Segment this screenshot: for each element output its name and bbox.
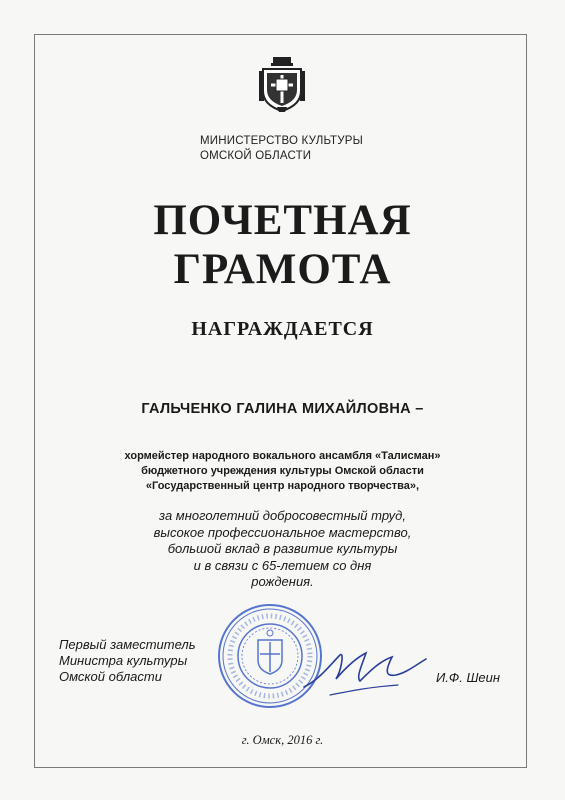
position-line: «Государственный центр народного творчества», bbox=[145, 480, 420, 492]
award-reason bbox=[100, 508, 465, 591]
reason-line: большой вклад в развитие культуры bbox=[167, 541, 398, 556]
reason-line: за многолетний добросовестный труд, bbox=[159, 508, 406, 523]
signer-name: И.Ф. Шеин bbox=[436, 670, 501, 685]
place-and-date: г. Омск, 2016 г. bbox=[241, 733, 324, 747]
handwritten-signature bbox=[300, 635, 430, 705]
certificate-title: ПОЧЕТНАЯ bbox=[153, 197, 412, 244]
ministry-line: МИНИСТЕРСТВО КУЛЬТУРЫ bbox=[200, 135, 364, 147]
signer-title-line: Омской области bbox=[59, 669, 162, 684]
position-line: хормейстер народного вокального ансамбля «Талисман» bbox=[124, 450, 441, 462]
ministry-name bbox=[200, 134, 400, 164]
recipient-name: ГАЛЬЧЕНКО ГАЛИНА МИХАЙЛОВНА – bbox=[141, 401, 424, 417]
reason-line: высокое профессиональное мастерство, bbox=[153, 524, 412, 540]
signer-title-line: Министра культуры bbox=[59, 653, 188, 668]
awarded-heading: НАГРАЖДАЕТСЯ bbox=[191, 318, 374, 340]
certificate-title: ГРАМОТА bbox=[173, 246, 392, 293]
position-line: бюджетного учреждения культуры Омской области bbox=[141, 465, 424, 477]
coat-of-arms-icon bbox=[259, 55, 305, 113]
recipient-position bbox=[0, 449, 565, 494]
ministry-line: ОМСКОЙ ОБЛАСТИ bbox=[200, 150, 312, 162]
reason-line: рождения. bbox=[251, 574, 314, 589]
signer-title-line: Первый заместитель bbox=[59, 637, 196, 652]
reason-line: и в связи с 65-летием со дня bbox=[193, 557, 372, 573]
signer-title bbox=[59, 637, 259, 685]
